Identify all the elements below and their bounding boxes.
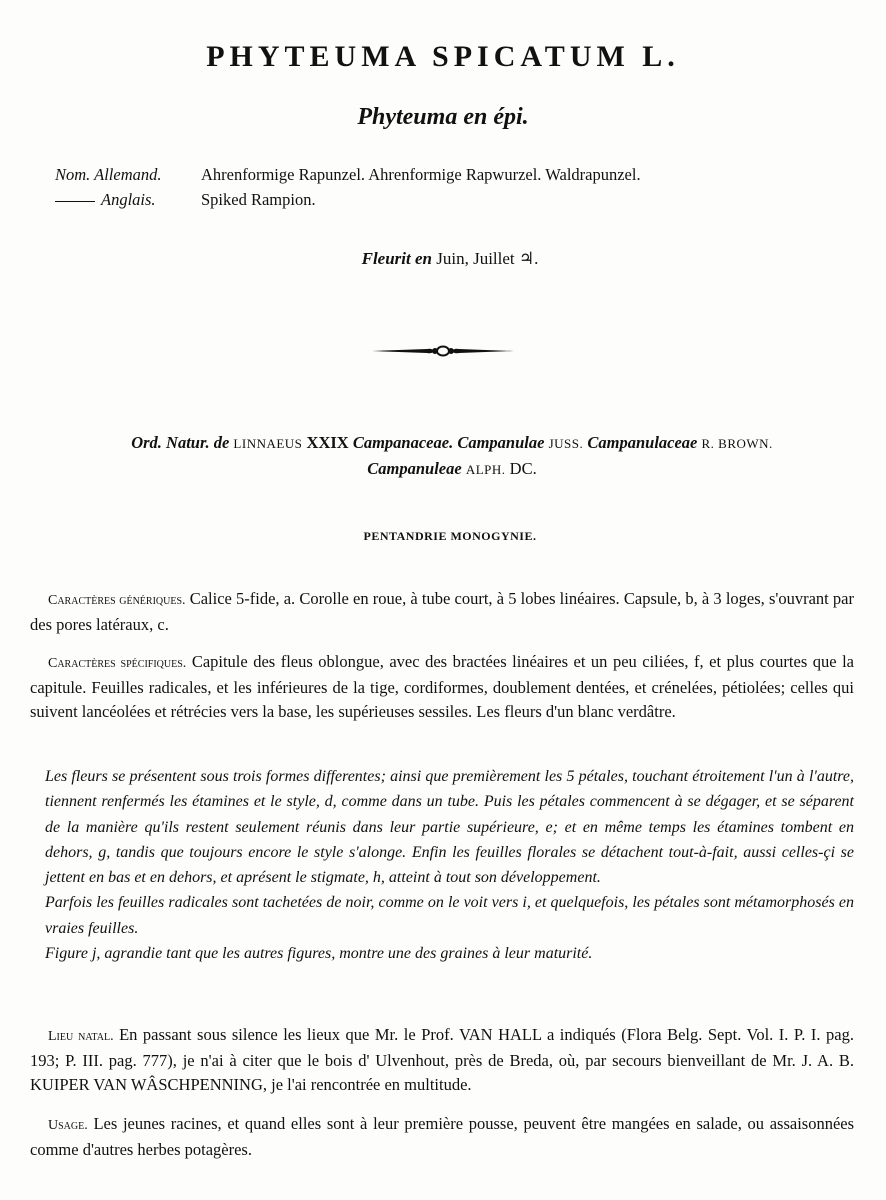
generic-text: Calice 5-fide, a. Corolle en roue, à tube court, à 5 lobes linéaires. Capsule, b, à 3 loges, s'ouvrant par des pores latéraux, c. [30,589,855,635]
order-campanulae: Campanulae [457,433,545,452]
habitat-lead: Lieu natal. [48,1029,114,1044]
alph-author: ALPH. [465,462,506,477]
page-subtitle: Phyteuma en épi. [357,104,529,130]
german-name-label: Nom. Allemand. [55,165,162,184]
dash-divider [55,201,95,202]
linnaean-class: PENTANDRIE MONOGYNIE. [363,529,537,543]
order-campanulaceae: Campanulaceae [587,433,698,452]
flowering-time [0,249,886,269]
order-roman: XXIX [306,433,349,452]
juss-author: JUSS. [548,436,584,451]
usage-text: Les jeunes racines, et quand elles sont à leur première pousse, peuvent être mangées en salade, ou assaisonnées comme d'autres herbes potagères. [30,1114,855,1160]
description-paragraph: Les fleurs se présentent sous trois formes differentes; ainsi que premièrement les 5 pétales, touchant étroitement l'un à l'autre, tiennent renfermés les étamines et le style, d, comme dans un tube. Puis les pétales commencent à se dégager, et se séparent de la manière qu'ils restent seulement réunis dans leur partie supérieure, e; et en même temps les étamines tombent en dehors, g, tandis que toujours encore le style s'alonge. Enfin les feuilles florales se détachent tout-à-fait, aussi celles-çi se jettent en bas et en dehors, et aprésent le stigmate, h, atteint à tout son développement. [45,768,854,887]
german-name-value: Ahrenformige Rapunzel. Ahrenformige Rapwurzel. Waldrapunzel. [201,165,641,184]
flowering-months: Juin, Juillet [436,249,515,268]
native-habitat [30,1023,854,1098]
generic-characters [30,587,854,637]
generic-lead: Caractères génériques. [48,593,186,608]
linnaeus-author: LINNAEUS [233,436,303,451]
order-campanaceae: Campanaceae. [352,433,454,452]
specific-lead: Caractères spécifiques. [48,656,187,671]
flower-description [45,764,854,966]
dc-author: DC. [509,459,537,478]
brown-author: R. BROWN. [701,436,773,451]
order-intro: Ord. Natur. de [131,433,230,452]
english-name-value: Spiked Rampion. [201,190,316,209]
english-name-label: Anglais. [101,190,156,209]
usage-lead: Usage. [48,1118,88,1133]
ornament-divider-icon [372,344,514,358]
page-title: PHYTEUMA SPICATUM L. [206,40,680,73]
order-campanuleae: Campanuleae [367,459,462,478]
description-paragraph: Parfois les feuilles radicales sont tachetées de noir, comme on le voit vers i, et quelquefois, les pétales sont métamorphosés en vraies feuilles. [45,894,854,937]
flowering-label: Fleurit en [361,249,432,268]
description-paragraph: Figure j, agrandie tant que les autres figures, montre une des graines à leur maturité. [45,945,593,963]
usage [30,1112,854,1162]
common-names [55,162,641,212]
habitat-text: En passant sous silence les lieux que Mr. le Prof. VAN HALL a indiqués (Flora Belg. Sept. Vol. I. P. I. pag. 193; P. III. pag. 777), je n'ai à citer que le bois d' Ulvenhout, près de Breda, où, par secours bienveillant de Mr. J. A. B. KUIPER VAN WÂSCHPENNING, je l'ai rencontrée en multitude. [30,1025,854,1095]
specific-text: Capitule des fleus oblongue, avec des bractées linéaires et un peu ciliées, f, et plus courtes que la capitule. Feuilles radicales, et les inférieures de la tige, cordiformes, doublement dentées, et crénelées, pétiolées; celles qui suivent lancéolées et rétrécies vers la base, les supérieuses sessiles. Les fleurs d'un blanc verdâtre. [30,652,854,722]
specific-characters [30,650,854,725]
natural-order [52,430,852,482]
perennial-symbol: ♃. [518,249,539,268]
